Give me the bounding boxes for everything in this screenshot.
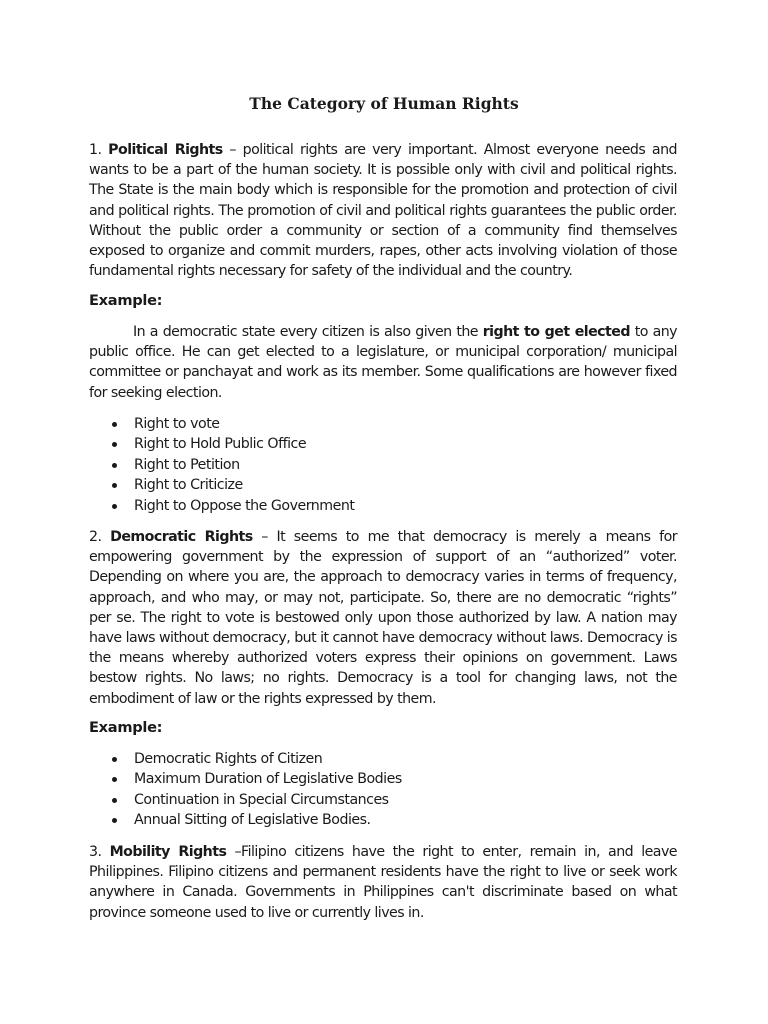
bullet-icon	[112, 798, 117, 803]
document-title: The Category of Human Rights	[249, 94, 519, 113]
list-item	[89, 414, 649, 434]
list-item-text: Continuation in Special Circumstances	[134, 791, 389, 808]
section-1-heading: Political Rights	[108, 142, 223, 158]
section-1-text: political rights are very important. Almost everyone needs and wants to be a part of the human society. It is possible only with civil and political rights. The State is the main body which is responsible for the promotion and protection of civil and political rights. The promotion of civil and political rights guarantees the public order. Without the public order a community or section of a community find themselves exposed to organize and commit murders, rapes, other acts involving violation of those fundamental rights necessary for safety of the individual and the country.	[89, 142, 677, 280]
list-item-text: Right to vote	[134, 416, 220, 432]
list-item-text: Right to Oppose the Government	[134, 497, 355, 514]
list-item-text: Democratic Rights of Citizen	[134, 751, 323, 767]
section-2-dash: –	[252, 529, 277, 545]
list-item	[89, 475, 649, 495]
list-item	[89, 496, 649, 516]
list-item	[89, 769, 649, 789]
section-2-heading: Democratic Rights	[110, 529, 253, 545]
list-item-text: Right to Petition	[134, 456, 240, 473]
section-3-heading: Mobility Rights	[109, 844, 227, 860]
list-item	[89, 455, 649, 475]
section-1-example-label: Example:	[89, 292, 163, 309]
section-1-paragraph	[89, 140, 677, 281]
section-1-number: 1.	[89, 142, 102, 158]
section-2-example-label: Example:	[89, 719, 163, 736]
list-item	[89, 790, 649, 810]
example-bold-phrase: right to get elected	[482, 324, 630, 340]
bullet-icon	[112, 442, 117, 447]
section-3-paragraph	[89, 842, 677, 923]
bullet-icon	[112, 757, 117, 762]
bullet-icon	[112, 463, 117, 468]
section-2-paragraph	[89, 527, 677, 709]
list-item-text: Right to Hold Public Office	[134, 436, 307, 453]
example-text-start: In a democratic state every citizen is also given the	[133, 324, 483, 340]
bullet-icon	[112, 483, 117, 488]
list-item-text: Maximum Duration of Legislative Bodies	[134, 771, 402, 788]
example-text-end: to any public office. He can get elected to a legislature, or municipal corporation/ municipal committee or panchayat and work as its member. Some qualifications are however fixed for seeking election.	[89, 324, 677, 401]
section-2-text: It seems to me that democracy is merely a means for empowering government by the expression of support of an “authorized” voter. Depending on where you are, the approach to democracy varies in terms of frequency, approach, and who may, or may not, participate. So, there are no democratic “rights” per se. The right to vote is bestowed only upon those authorized by law. A nation may have laws without democracy, but it cannot have democracy without laws. Democracy is the means whereby authorized voters express their opinions on government. Laws bestow rights. No laws; no rights. Democracy is a tool for changing laws, not the embodiment of law or the rights expressed by them.	[89, 529, 677, 707]
section-1-dash: –	[222, 142, 243, 158]
section-2-bullet-list	[89, 749, 649, 831]
section-3-number: 3.	[89, 844, 102, 860]
bullet-icon	[112, 422, 117, 427]
section-3-dash: –	[226, 844, 242, 860]
section-2-number: 2.	[89, 529, 102, 545]
section-1-example-paragraph	[89, 322, 677, 403]
section-3-text: Filipino citizens have the right to enter, remain in, and leave Philippines. Filipino citizens and permanent residents have the right to live or seek work anywhere in Canada. Governments in Philippines can't discriminate based on what province someone used to live or currently lives in.	[89, 844, 677, 921]
list-item	[89, 810, 649, 830]
list-item	[89, 434, 649, 454]
list-item-text: Annual Sitting of Legislative Bodies.	[134, 812, 371, 829]
bullet-icon	[112, 777, 117, 782]
list-item-text: Right to Criticize	[134, 477, 243, 494]
section-1-bullet-list	[89, 414, 649, 516]
bullet-icon	[112, 504, 117, 509]
list-item	[89, 749, 649, 769]
bullet-icon	[112, 818, 117, 823]
